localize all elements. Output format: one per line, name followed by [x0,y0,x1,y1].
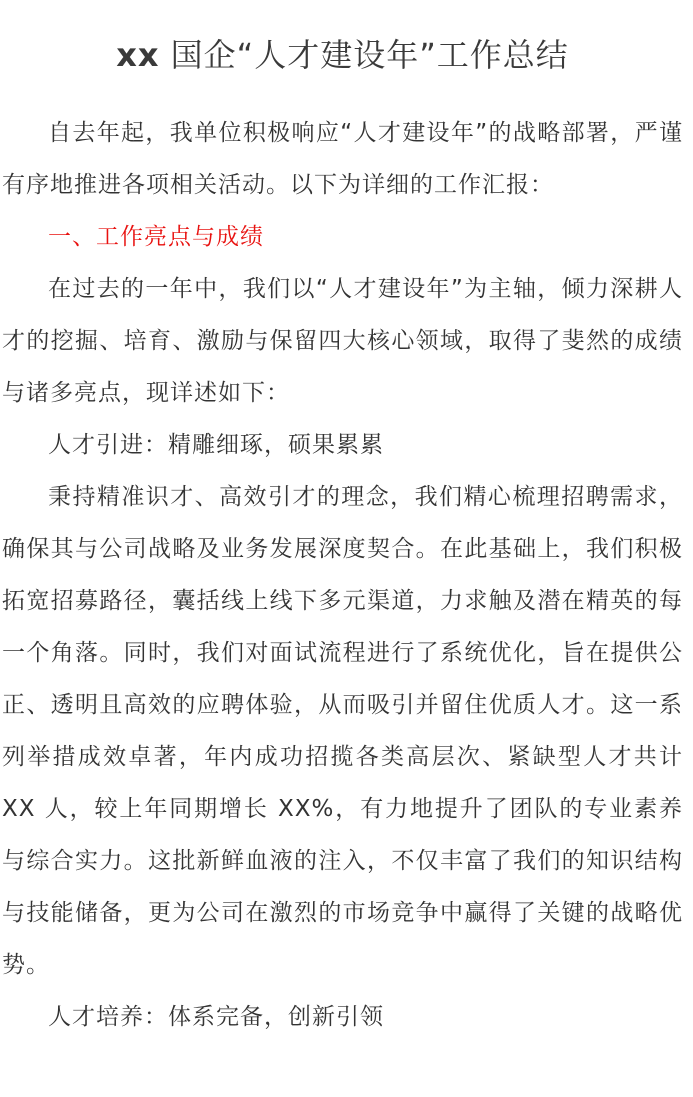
summary-paragraph: 在过去的一年中，我们以“人才建设年”为主轴，倾力深耕人才的挖掘、培育、激励与保留四大核心领域，取得了斐然的成绩与诸多亮点，现详述如下： [2,276,683,406]
subheading-talent-training: 人才培养：体系完备，创新引领 [48,1004,384,1030]
recruitment-paragraph: 秉持精准识才、高效引才的理念，我们精心梳理招聘需求，确保其与公司战略及业务发展深度契合。在此基础上，我们积极拓宽招募路径，囊括线上线下多元渠道，力求触及潜在精英的每一个角落。同时，我们对面试流程进行了系统优化，旨在提供公正、透明且高效的应聘体验，从而吸引并留住优质人才。这一系列举措成效卓著，年内成功招揽各类高层次、紧缺型人才共计 XX 人，较上年同期增长 XX%，有力地提升了团队的专业素养与综合实力。这批新鲜血液的注入，不仅丰富了我们的知识结构与技能储备，更为公司在激烈的市场竞争中赢得了关键的战略优势。 [2,484,683,978]
title-main: 国企“人才建设年”工作总结 [159,36,569,74]
subheading-talent-recruitment: 人才引进：精雕细琢，硕果累累 [48,432,384,458]
document-title [2,0,683,80]
section-heading: 一、工作亮点与成绩 [48,224,264,250]
intro-paragraph: 自去年起，我单位积极响应“人才建设年”的战略部署，严谨有序地推进各项相关活动。以下为详细的工作汇报： [2,120,683,198]
title-prefix: xx [116,36,160,74]
document-body [2,107,683,1043]
